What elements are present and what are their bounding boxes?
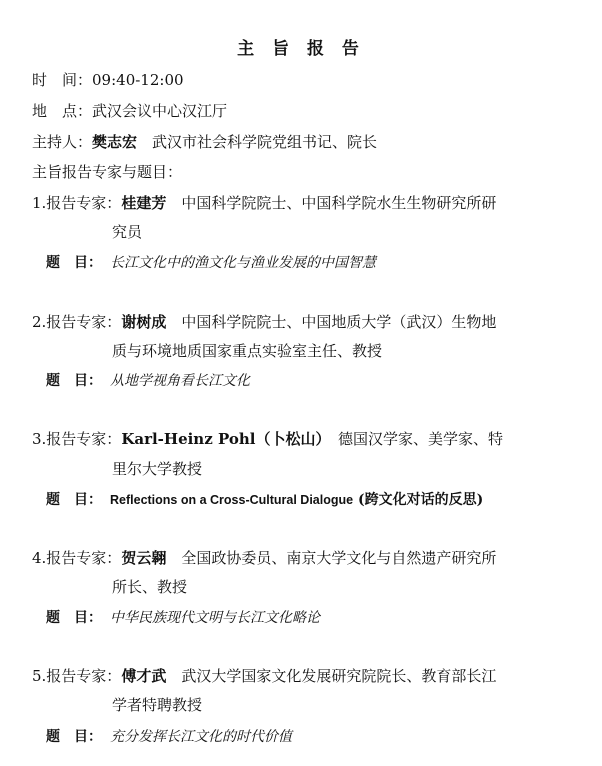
speaker-prefix: 2.报告专家： (32, 313, 122, 331)
speaker-1-topic (46, 253, 376, 273)
topic-text-zh: (跨文化对话的反思) (353, 492, 484, 508)
topic-label: 题 目： (46, 373, 102, 389)
topic-text: 充分发挥长江文化的时代价值 (110, 729, 292, 745)
time-label: 时 间： (32, 71, 93, 89)
time-value: 09:40-12:00 (92, 71, 184, 89)
host-row (32, 132, 377, 152)
topic-text: 从地学视角看长江文化 (110, 373, 250, 389)
speaker-5-row (32, 666, 496, 686)
speaker-desc: 中国科学院院士、中国地质大学（武汉）生物地 (181, 313, 497, 331)
speaker-1-desc-cont: 究员 (112, 223, 143, 241)
speaker-desc: 武汉大学国家文化发展研究院院长、教育部长江 (181, 667, 497, 685)
section-heading: 主旨报告专家与题目： (32, 163, 183, 181)
topic-text: 长江文化中的渔文化与渔业发展的中国智慧 (110, 255, 376, 271)
speaker-4-desc-cont: 所长、教授 (112, 578, 188, 596)
speaker-4-topic (46, 608, 320, 628)
speaker-desc: 中国科学院院士、中国科学院水生生物研究所研 (181, 194, 497, 212)
speaker-3-topic (46, 490, 483, 510)
venue-row (32, 101, 227, 121)
speaker-desc: 德国汉学家、美学家、特 (337, 430, 503, 448)
speaker-prefix: 4.报告专家： (32, 549, 122, 567)
topic-label: 题 目： (46, 255, 102, 271)
topic-text-en: Reflections on a Cross-Cultural Dialogue (110, 493, 354, 507)
speaker-2-topic (46, 371, 250, 391)
venue-label: 地 点： (32, 102, 93, 120)
page-title: 主 旨 报 告 (237, 39, 365, 59)
speaker-name: 谢树成 (121, 313, 167, 331)
speaker-name: 傅才武 (121, 667, 167, 685)
speaker-prefix: 5.报告专家： (32, 667, 122, 685)
speaker-1-row (32, 193, 496, 213)
speaker-4-row (32, 548, 496, 568)
speaker-desc: 全国政协委员、南京大学文化与自然遗产研究所 (181, 549, 497, 567)
topic-label: 题 目： (46, 492, 102, 508)
host-name: 樊志宏 (92, 133, 138, 151)
speaker-name: 桂建芳 (121, 194, 167, 212)
speaker-3-desc-cont: 里尔大学教授 (112, 460, 203, 478)
speaker-5-topic (46, 727, 292, 747)
host-title: 武汉市社会科学院党组书记、院长 (152, 133, 378, 151)
speaker-prefix: 1.报告专家： (32, 194, 122, 212)
speaker-5-desc-cont: 学者特聘教授 (112, 696, 203, 714)
speaker-name: 贺云翱 (121, 549, 167, 567)
topic-text: 中华民族现代文明与长江文化略论 (110, 610, 320, 626)
venue-value: 武汉会议中心汉江厅 (92, 102, 228, 120)
time-row (32, 70, 184, 90)
topic-label: 题 目： (46, 729, 102, 745)
host-label: 主持人： (32, 133, 93, 151)
speaker-prefix: 3.报告专家： (32, 430, 122, 448)
speaker-name: Karl-Heinz Pohl（卜松山） (121, 430, 323, 448)
topic-label: 题 目： (46, 610, 102, 626)
speaker-3-row (32, 429, 503, 449)
speaker-2-desc-cont: 质与环境地质国家重点实验室主任、教授 (112, 342, 383, 360)
speaker-2-row (32, 312, 496, 332)
